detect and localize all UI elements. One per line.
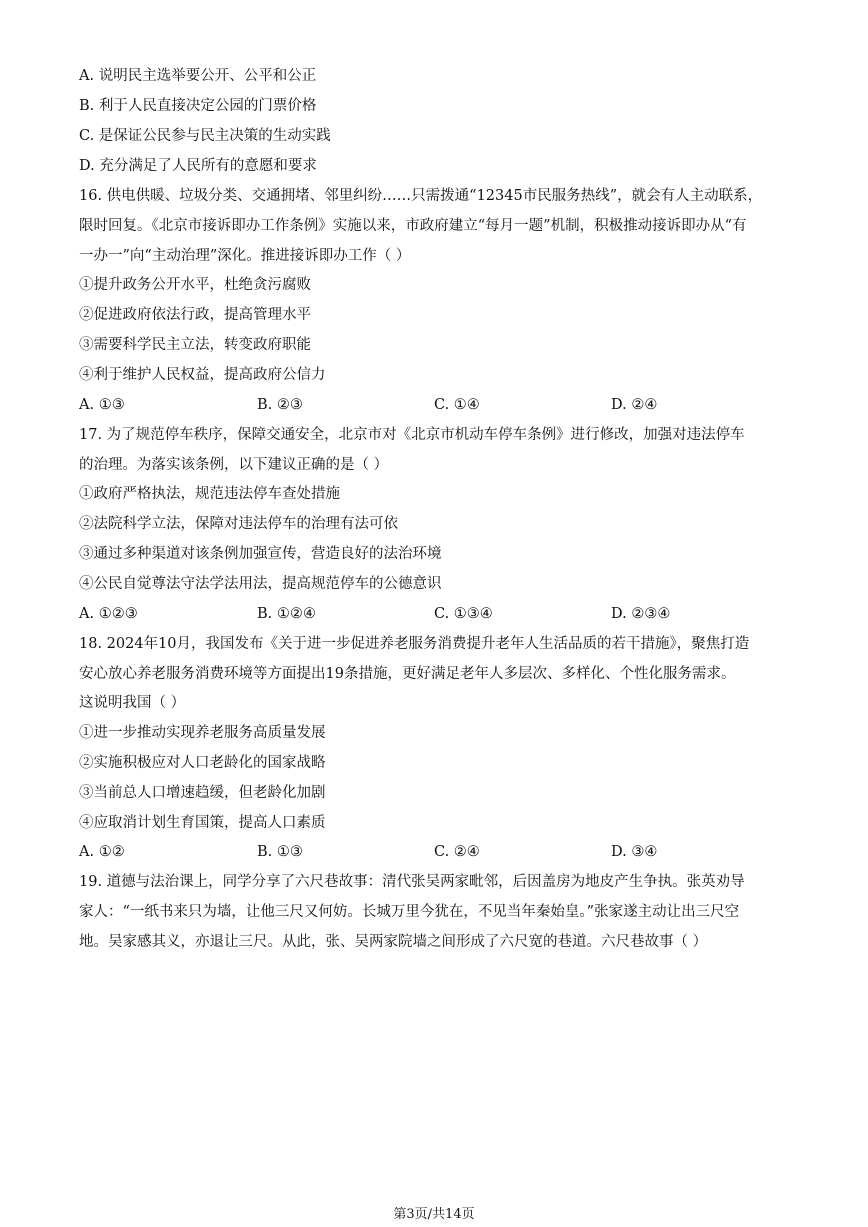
q18-item-4: ④应取消计划生育国策，提高人口素质	[79, 815, 326, 831]
q16-choice-c: C. ①④	[434, 397, 480, 413]
q19-stem-line-3: 地。吴家感其义，亦退让三尺。从此，张、吴两家院墙之间形成了六尺宽的巷道。六尺巷故事（ ）	[79, 934, 708, 950]
q16-item-2: ②促进政府依法行政，提高管理水平	[79, 307, 311, 323]
q19-stem-line-1: 19. 道德与法治课上，同学分享了六尺巷故事：清代张吴两家毗邻，后因盖房为地皮产生争执。张英劝导	[79, 874, 745, 890]
q17-item-4: ④公民自觉尊法守法学法用法，提高规范停车的公德意识	[79, 576, 442, 592]
q18-choice-b: B. ①③	[257, 844, 303, 860]
q17-item-1: ①政府严格执法，规范违法停车查处措施	[79, 486, 340, 502]
q18-stem-line-1: 18. 2024年10月，我国发布《关于进一步促进养老服务消费提升老年人生活品质的若干措施》，聚焦打造	[79, 636, 750, 652]
q16-choice-d: D. ②④	[611, 397, 658, 413]
q16-item-1: ①提升政务公开水平，杜绝贪污腐败	[79, 277, 311, 293]
q18-stem-line-2: 安心放心养老服务消费环境等方面提出19条措施，更好满足老年人多层次、多样化、个性化服务需求。	[79, 666, 736, 682]
q15-option-b: B. 利于人民直接决定公园的门票价格	[79, 98, 317, 114]
q18-choices	[79, 842, 779, 862]
q16-choices	[79, 395, 779, 415]
q17-item-3: ③通过多种渠道对该条例加强宣传，营造良好的法治环境	[79, 546, 442, 562]
q18-choice-a: A. ①②	[79, 844, 125, 860]
q18-item-3: ③当前总人口增速趋缓，但老龄化加剧	[79, 785, 326, 801]
q18-choice-c: C. ②④	[434, 844, 480, 860]
q19-stem-line-2: 家人：“一纸书来只为墙，让他三尺又何妨。长城万里今犹在，不见当年秦始皇。”张家遂主动让出三尺空	[79, 904, 740, 920]
q16-stem-line-1: 16. 供电供暖、垃圾分类、交通拥堵、邻里纠纷……只需拨通“12345市民服务热线”，就会有人主动联系，	[79, 188, 763, 204]
q16-choice-b: B. ②③	[257, 397, 303, 413]
q15-option-a: A. 说明民主选举要公开、公平和公正	[79, 68, 317, 84]
q17-stem-line-1: 17. 为了规范停车秩序，保障交通安全，北京市对《北京市机动车停车条例》进行修改，加强对违法停车	[79, 427, 745, 443]
q15-option-d: D. 充分满足了人民所有的意愿和要求	[79, 158, 317, 174]
q15-option-c: C. 是保证公民参与民主决策的生动实践	[79, 128, 331, 144]
q18-stem-line-3: 这说明我国（ ）	[79, 695, 186, 711]
q17-item-2: ②法院科学立法，保障对违法停车的治理有法可依	[79, 516, 398, 532]
q17-choice-c: C. ①③④	[434, 606, 493, 622]
page-footer: 第3页/共14页	[393, 1207, 475, 1222]
q17-choices	[79, 604, 779, 624]
q18-item-2: ②实施积极应对人口老龄化的国家战略	[79, 755, 326, 771]
q16-stem-line-3: 一办一”向“主动治理”深化。推进接诉即办工作（ ）	[79, 248, 411, 264]
q17-choice-b: B. ①②④	[257, 606, 316, 622]
q18-choice-d: D. ③④	[611, 844, 658, 860]
q16-item-3: ③需要科学民主立法，转变政府职能	[79, 337, 311, 353]
q16-stem-line-2: 限时回复。《北京市接诉即办工作条例》实施以来，市政府建立“每月一题”机制，积极推动接诉即办从“有	[79, 218, 747, 234]
q17-choice-a: A. ①②③	[79, 606, 138, 622]
q16-choice-a: A. ①③	[79, 397, 125, 413]
q17-stem-line-2: 的治理。为落实该条例，以下建议正确的是（ ）	[79, 457, 389, 473]
q17-choice-d: D. ②③④	[611, 606, 671, 622]
q16-item-4: ④利于维护人民权益，提高政府公信力	[79, 367, 326, 383]
q18-item-1: ①进一步推动实现养老服务高质量发展	[79, 725, 326, 741]
